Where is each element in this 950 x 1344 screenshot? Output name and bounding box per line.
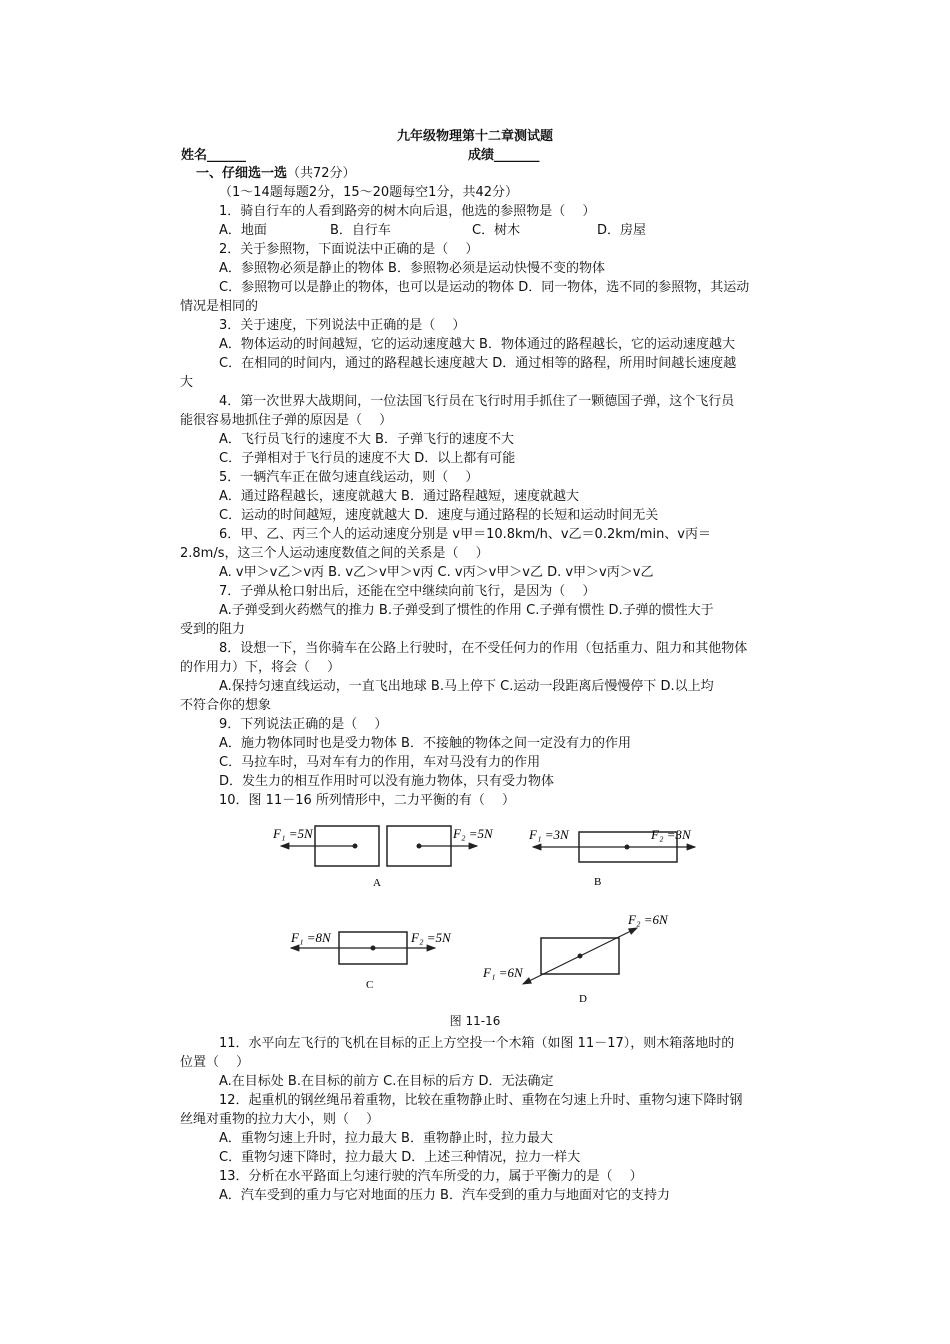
question-6-cont: 2.8m/s，这三个人运动速度数值之间的关系是（ ）	[180, 546, 489, 561]
question-4-cont: 能很容易地抓住子弹的原因是（ ）	[180, 413, 393, 428]
q3-options-cd-cont: 大	[180, 375, 194, 390]
label-b: B	[594, 876, 602, 888]
arrow-d-f1	[523, 956, 580, 984]
question-6: 6．甲、乙、丙三个人的运动速度分别是 v甲＝10.8km/h、v乙＝0.2km/min、v丙＝	[219, 527, 712, 542]
question-3: 3．关于速度，下列说法中正确的是（ ）	[219, 318, 466, 333]
q1-option-b: B．自行车	[330, 223, 391, 238]
q4-options-ab: A．飞行员飞行的速度不大 B．子弹飞行的速度不大	[219, 432, 514, 447]
q13-options-ab: A．汽车受到的重力与它对地面的压力 B．汽车受到的重力与地面对它的支持力	[219, 1188, 670, 1203]
q1-option-a: A．地面	[219, 223, 267, 238]
q8-options-cont: 不符合你的想象	[180, 698, 272, 713]
section-heading	[196, 164, 356, 183]
question-12-cont: 丝绳对重物的拉力大小，则（ ）	[180, 1112, 380, 1127]
diagram-c	[290, 930, 452, 991]
question-5: 5．一辆汽车正在做匀速直线运动，则（ ）	[219, 470, 479, 485]
arrow-d-f2	[580, 928, 637, 956]
question-9: 9．下列说法正确的是（ ）	[219, 717, 388, 732]
q3-options-ab: A．物体运动的时间越短，它的运动速度越大 B．物体通过的路程越长，它的运动速度越大	[219, 337, 735, 352]
label-a-f2: F₂ =5N	[453, 826, 493, 841]
section-title: 一、仔细选一选	[196, 166, 288, 181]
q12-options-ab: A．重物匀速上升时，拉力最大 B．重物静止时，拉力最大	[219, 1131, 553, 1146]
label-b-f1: F₁ =3N	[529, 827, 569, 842]
question-11-cont: 位置（ ）	[180, 1055, 250, 1070]
section-total: （共72分）	[287, 166, 356, 181]
q4-options-cd: C．子弹相对于飞行员的速度不大 D．以上都有可能	[219, 451, 516, 466]
label-b-f2: F₂ =3N	[651, 827, 691, 842]
q6-options: A. v甲＞v乙＞v丙 B. v乙＞v甲＞v丙 C. v丙＞v甲＞v乙 D. v甲＞v丙＞v乙	[219, 565, 654, 580]
label-a: A	[373, 877, 381, 889]
q5-options-cd: C．运动的时间越短，速度就越大 D．速度与通过路程的长短和运动时间无关	[219, 508, 659, 523]
question-8-cont: 的作用力）下，将会（ ）	[180, 660, 341, 675]
name-blank: ______	[207, 148, 247, 163]
name-label: 姓名	[181, 148, 208, 163]
q9-option-d: D．发生力的相互作用时可以没有施力物体，只有受力物体	[219, 774, 555, 789]
q1-option-c: C．树木	[472, 223, 521, 238]
q3-options-cd: C．在相同的时间内，通过的路程越长速度越大 D．通过相等的路程，所用时间越长速度越	[219, 356, 737, 371]
q2-options-cd-cont: 情况是相同的	[180, 299, 259, 314]
force-diagram-figure	[265, 812, 715, 1034]
label-a-f1: F₁ =5N	[273, 826, 313, 841]
label-c-f1: F₁ =8N	[291, 930, 331, 945]
q7-options: A.子弹受到火药燃气的推力 B.子弹受到了惯性的作用 C.子弹有惯性 D.子弹的惯性大于	[219, 603, 714, 618]
score-field	[468, 146, 540, 165]
q11-options: A.在目标处 B.在目标的前方 C.在目标的后方 D．无法确定	[219, 1074, 554, 1089]
question-2: 2．关于参照物，下面说法中正确的是（ ）	[219, 242, 479, 257]
diagram-b	[528, 827, 695, 888]
question-1: 1．骑自行车的人看到路旁的树木向后退，他选的参照物是（ ）	[219, 204, 596, 219]
q7-options-cont: 受到的阻力	[180, 622, 246, 637]
label-d-f2: F₂ =6N	[628, 912, 668, 927]
score-blank: _______	[494, 148, 540, 163]
question-12: 12．起重机的钢丝绳吊着重物，比较在重物静止时、重物在匀速上升时、重物匀速下降时钢	[219, 1093, 743, 1108]
figure-caption: 图 11-16	[449, 1014, 501, 1028]
q5-options-ab: A．通过路程越长，速度就越大 B．通过路程越短，速度就越大	[219, 489, 579, 504]
q8-options: A.保持匀速直线运动，一直飞出地球 B.马上停下 C.运动一段距离后慢慢停下 D.以上均	[219, 679, 714, 694]
q1-option-d: D．房屋	[597, 223, 647, 238]
question-8: 8．设想一下，当你骑车在公路上行驶时，在不受任何力的作用（包括重力、阻力和其他物体	[219, 641, 748, 656]
q9-options-ab: A．施力物体同时也是受力物体 B．不接触的物体之间一定没有力的作用	[219, 736, 631, 751]
question-11: 11．水平向左飞行的飞机在目标的正上方空投一个木箱（如图 11－17），则木箱落地时的	[219, 1036, 735, 1051]
diagram-d	[482, 912, 669, 1005]
question-10: 10．图 11－16 所列情形中，二力平衡的有（ ）	[219, 793, 516, 808]
question-4: 4．第一次世界大战期间，一位法国飞行员在飞行时用手抓住了一颗德国子弹，这个飞行员	[219, 394, 735, 409]
name-field	[181, 146, 246, 165]
section-note: （1～14题每题2分，15～20题每空1分，共42分）	[219, 185, 518, 200]
score-label: 成绩	[468, 148, 495, 163]
q9-option-c: C．马拉车时，马对车有力的作用，车对马没有力的作用	[219, 755, 541, 770]
question-13: 13．分析在水平路面上匀速行驶的汽车所受的力，属于平衡力的是（ ）	[219, 1169, 643, 1184]
q12-options-cd: C．重物匀速下降时，拉力最大 D．上述三种情况，拉力一样大	[219, 1150, 581, 1165]
q2-options-cd: C．参照物可以是静止的物体，也可以是运动的物体 D．同一物体，选不同的参照物，其运动	[219, 280, 750, 295]
label-c: C	[366, 979, 374, 991]
label-d-f1: F₁ =6N	[483, 965, 523, 980]
label-d: D	[579, 993, 587, 1005]
question-7: 7．子弹从枪口射出后，还能在空中继续向前飞行，是因为（ ）	[219, 584, 596, 599]
page-title: 九年级物理第十二章测试题	[396, 129, 553, 144]
q2-options-ab: A．参照物必须是静止的物体 B．参照物必须是运动快慢不变的物体	[219, 261, 605, 276]
label-c-f2: F₂ =5N	[411, 930, 451, 945]
diagram-a	[272, 826, 494, 889]
